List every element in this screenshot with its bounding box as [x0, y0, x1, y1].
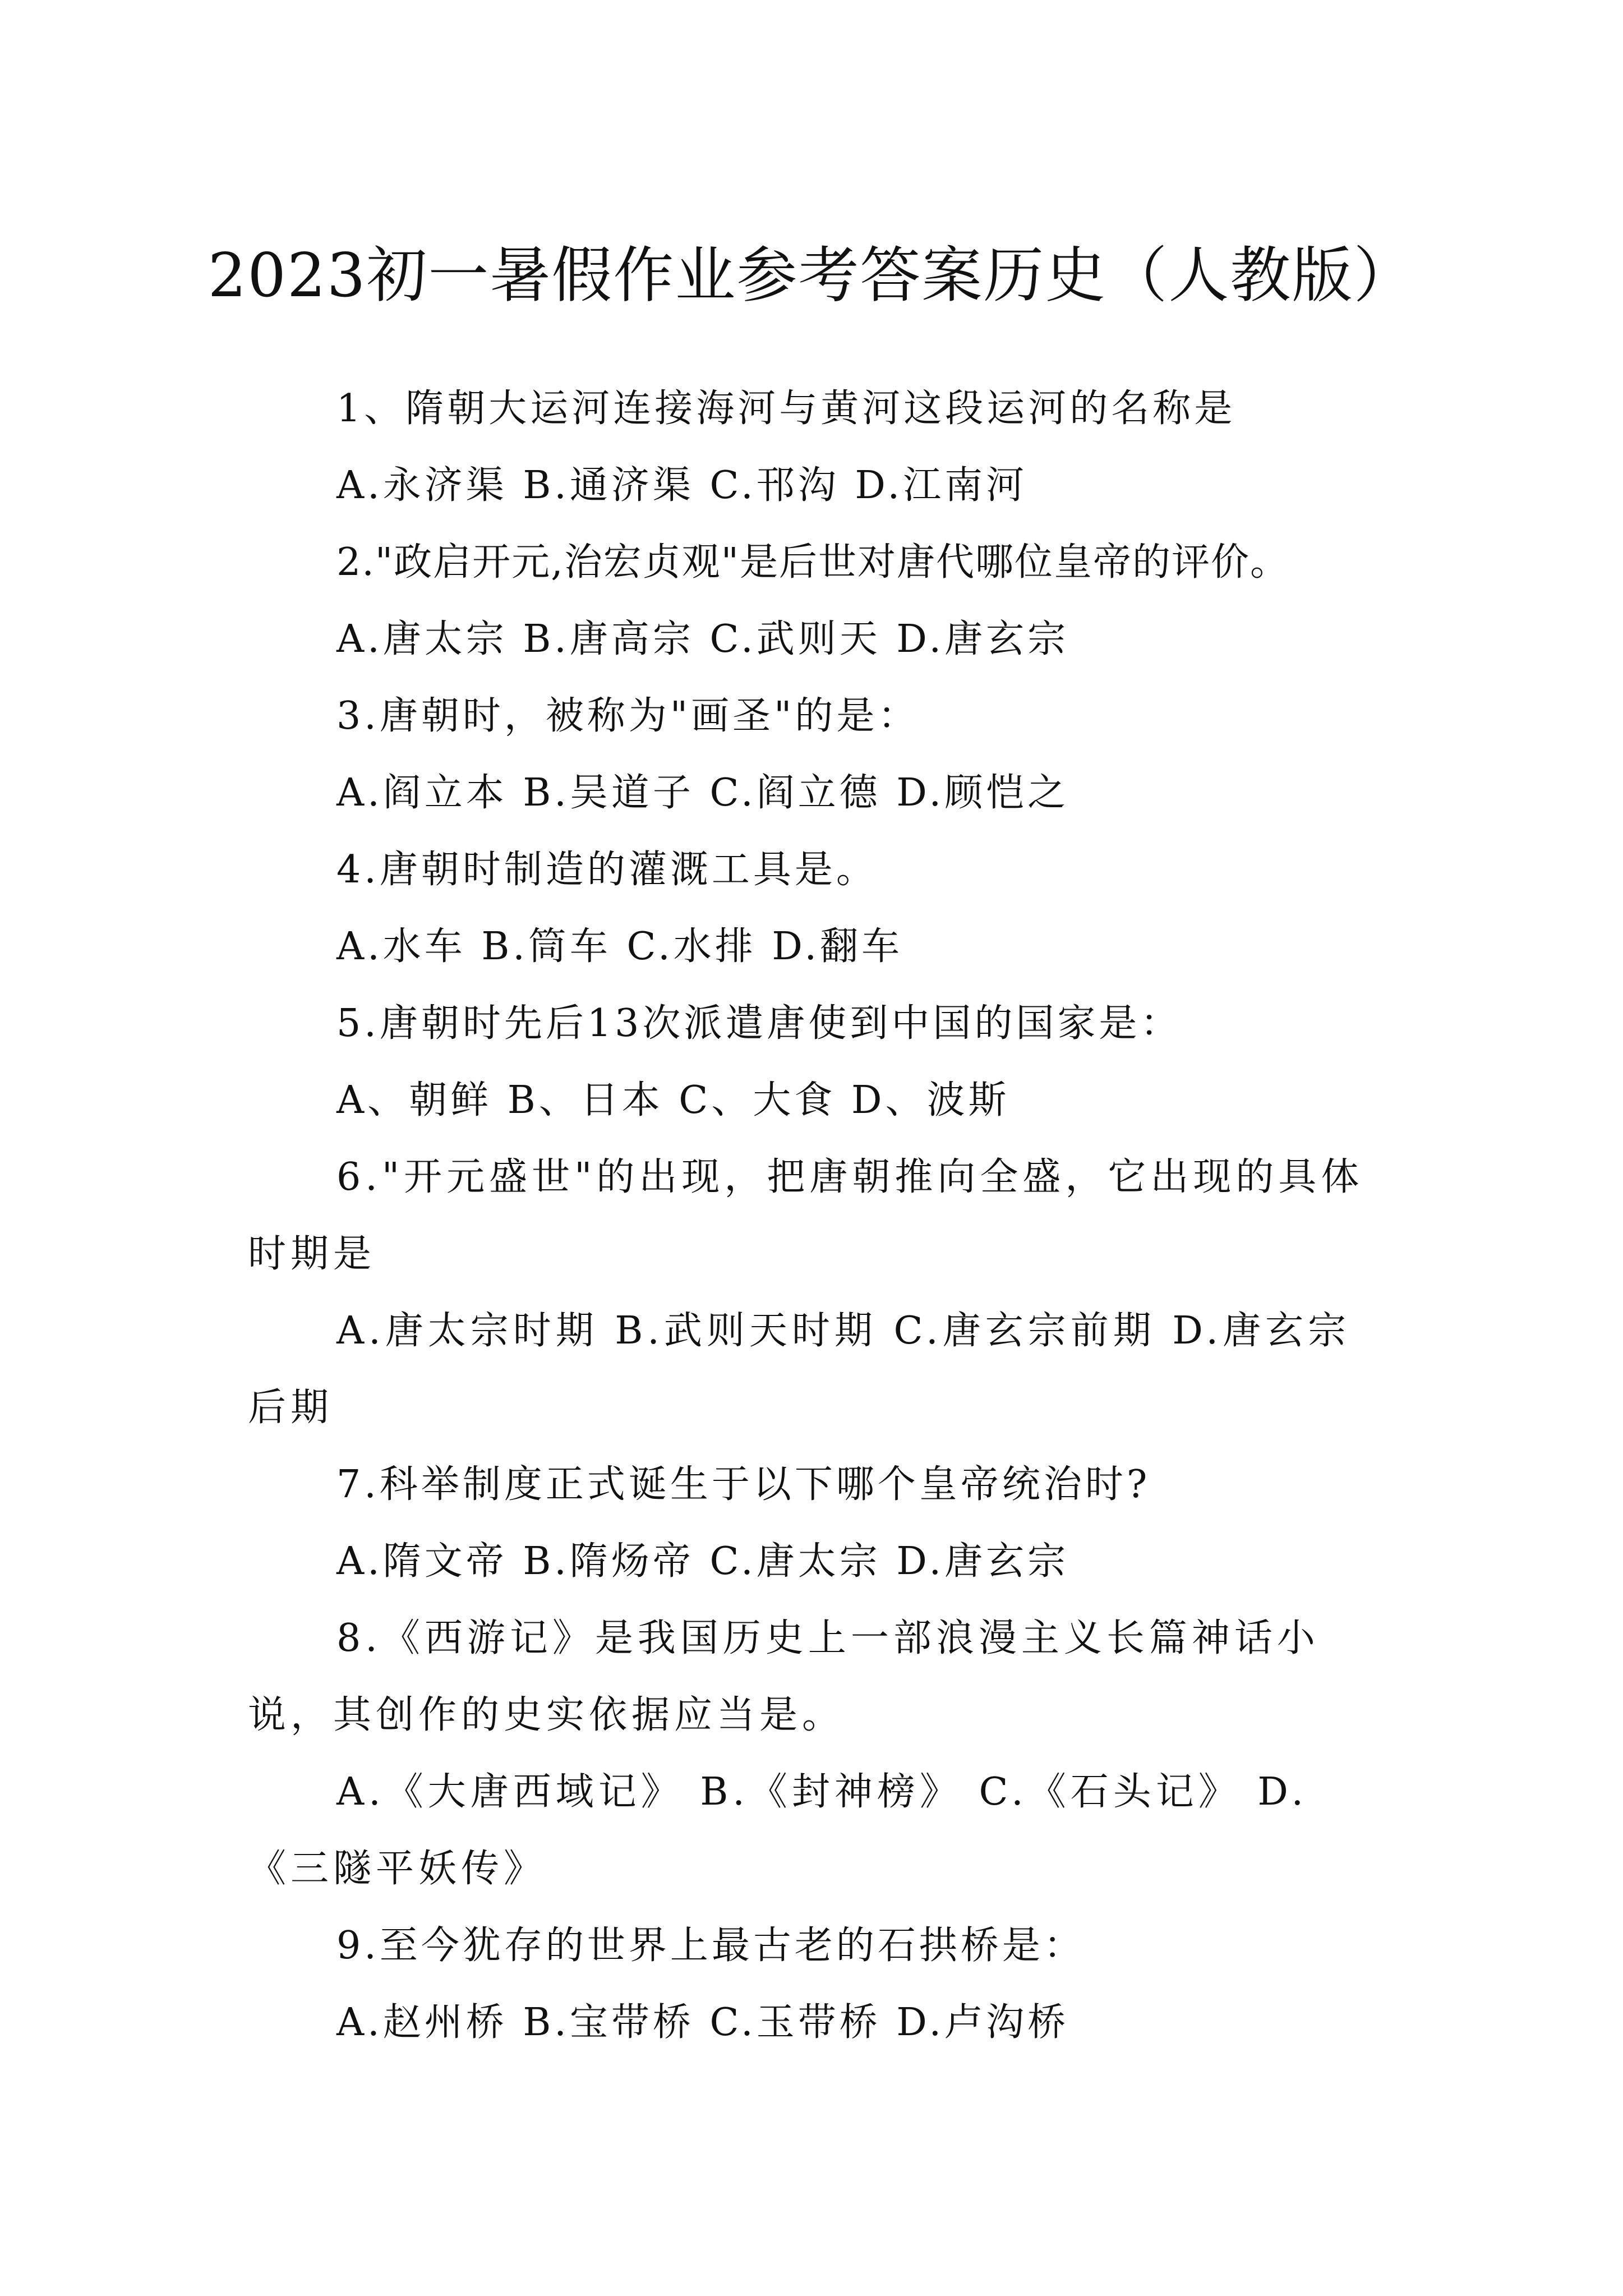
options-4: A.水车 B.筒车 C.水排 D.翻车 — [336, 924, 903, 969]
options-6: A.唐太宗时期 B.武则天时期 C.唐玄宗前期 D.唐玄宗后期 — [248, 1309, 1351, 1430]
question-5: 5.唐朝时先后13次派遣唐使到中国的国家是： — [336, 1001, 1182, 1046]
options-9: A.赵州桥 B.宝带桥 C.玉带桥 D.卢沟桥 — [336, 2000, 1069, 2045]
options-3: A.阎立本 B.吴道子 C.阎立德 D.顾恺之 — [336, 771, 1069, 815]
question-4: 4.唐朝时制造的灌溉工具是。 — [336, 848, 878, 892]
document-body — [248, 370, 1386, 2061]
question-9: 9.至今犹存的世界上最古老的石拱桥是： — [336, 1924, 1085, 1968]
document-title: 2023初一暑假作业参考答案历史（人教版） — [208, 241, 1415, 311]
options-7: A.隋文帝 B.隋炀帝 C.唐太宗 D.唐玄宗 — [336, 1539, 1069, 1584]
question-8: 8.《西游记》是我国历史上一部浪漫主义长篇神话小说，其创作的史实依据应当是。 — [248, 1616, 1320, 1737]
question-3: 3.唐朝时，被称为"画圣"的是： — [336, 694, 920, 738]
options-5: A、朝鲜 B、日本 C、大食 D、波斯 — [336, 1078, 1010, 1122]
question-1: 1、隋朝大运河连接海河与黄河这段运河的名称是 — [336, 386, 1236, 431]
options-8: A.《大唐西域记》 B.《封神榜》 C.《石头记》 D.《三隧平妖传》 — [248, 1770, 1308, 1891]
question-6: 6."开元盛世"的出现，把唐朝推向全盛，它出现的具体时期是 — [248, 1155, 1364, 1276]
question-7: 7.科举制度正式诞生于以下哪个皇帝统治时? — [336, 1462, 1151, 1507]
options-2: A.唐太宗 B.唐高宗 C.武则天 D.唐玄宗 — [336, 617, 1069, 661]
question-2: 2."政启开元,治宏贞观"是后世对唐代哪位皇帝的评价。 — [336, 540, 1290, 585]
options-1: A.永济渠 B.通济渠 C.邗沟 D.江南河 — [336, 463, 1028, 508]
